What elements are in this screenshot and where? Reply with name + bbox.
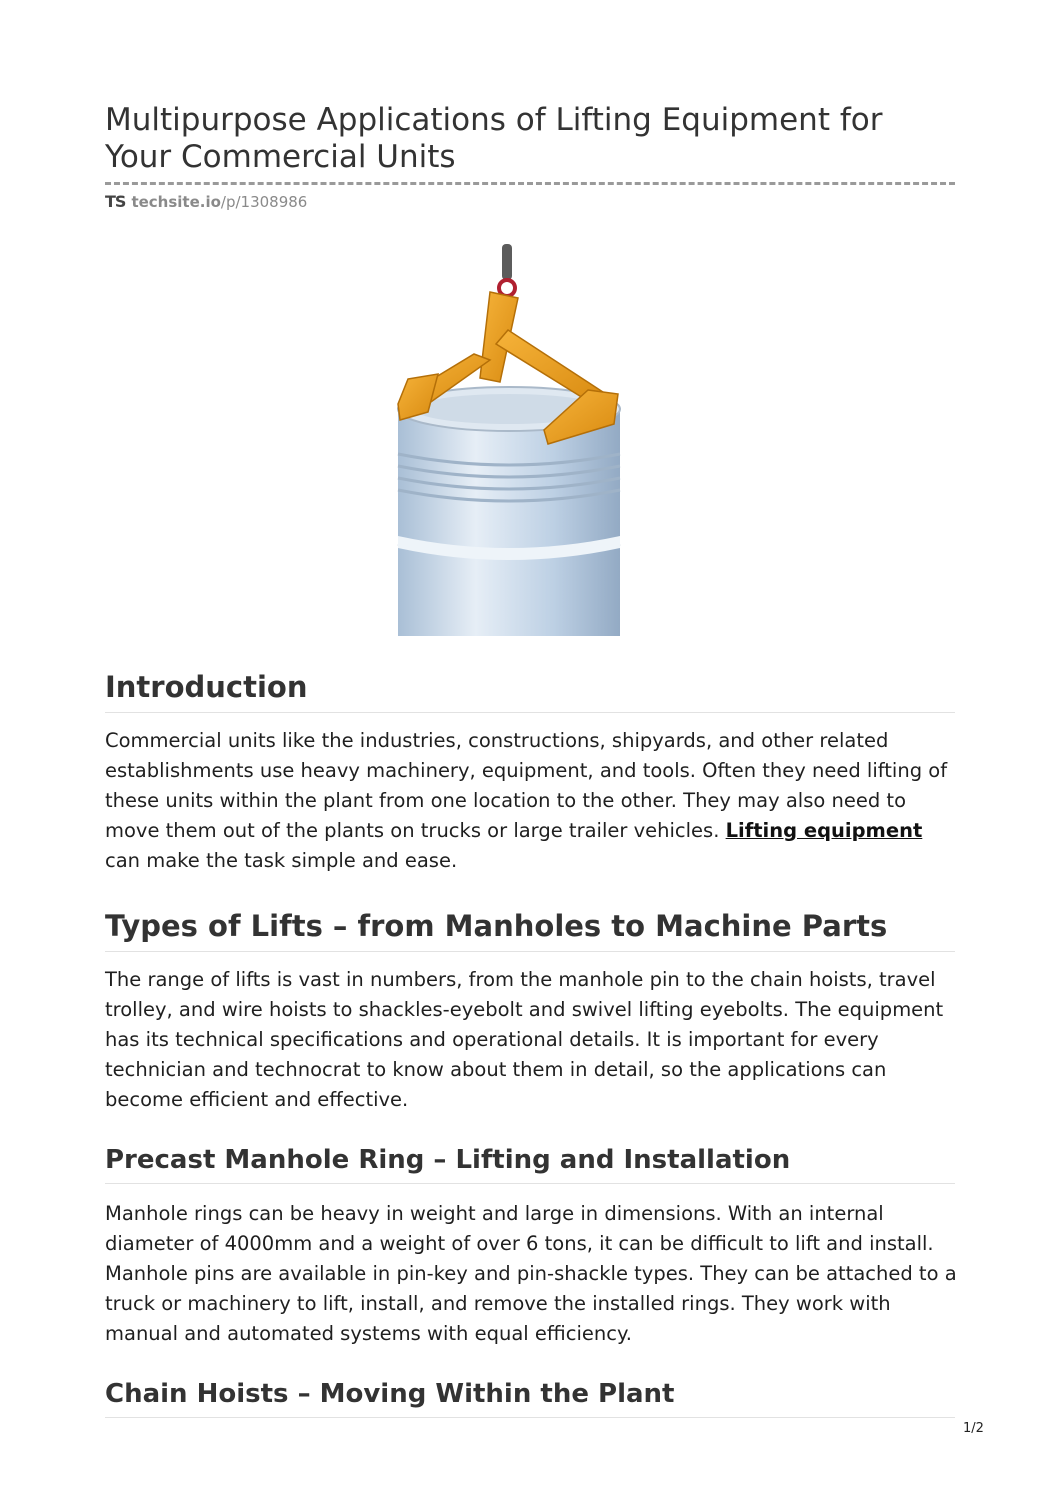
page-number: 1/2 (963, 1421, 984, 1436)
intro-text-part1: Commercial units like the industries, constructions, shipyards, and other related establishments use heavy machinery, equipment, and tools. Often they need lifting of these units within the plant from one location to the other. They may also need to move them out of the plants on trucks or large trailer vehicles. (105, 729, 948, 842)
lifting-equipment-link[interactable]: Lifting equipment (725, 819, 923, 842)
heading-precast-manhole: Precast Manhole Ring – Lifting and Installation (105, 1145, 955, 1184)
drum-lifter-image (378, 244, 680, 636)
intro-text-part2: can make the task simple and ease. (105, 849, 458, 872)
page-title: Multipurpose Applications of Lifting Equipment for Your Commercial Units (105, 102, 883, 175)
paragraph-introduction (105, 726, 957, 876)
techsite-logo-icon: TS (105, 192, 126, 211)
heading-chain-hoists: Chain Hoists – Moving Within the Plant (105, 1379, 955, 1418)
paragraph-types-of-lifts: The range of lifts is vast in numbers, from the manhole pin to the chain hoists, travel trolley, and wire hoists to shackles-eyebolt and swivel lifting eyebolts. The equipment has its technical specifications and operational details. It is important for every technician and technocrat to know about them in detail, so the applications can become efficient and effective. (105, 968, 944, 1111)
title-divider (105, 182, 955, 185)
drum-body (398, 409, 620, 636)
source-line[interactable] (105, 192, 307, 211)
source-domain[interactable]: techsite.io (131, 192, 221, 211)
heading-types-of-lifts: Types of Lifts – from Manholes to Machine Parts (105, 909, 955, 952)
chain-icon (502, 244, 512, 280)
heading-introduction: Introduction (105, 670, 955, 713)
source-path[interactable]: /p/1308986 (220, 192, 308, 211)
paragraph-precast-manhole: Manhole rings can be heavy in weight and large in dimensions. With an internal diameter of 4000mm and a weight of over 6 tons, it can be difficult to lift and install. Manhole pins are available in pin-key and pin-shackle types. They can be attached to a truck or machinery to lift, install, and remove the installed rings. They work with manual and automated systems with equal efficiency. (105, 1202, 957, 1345)
